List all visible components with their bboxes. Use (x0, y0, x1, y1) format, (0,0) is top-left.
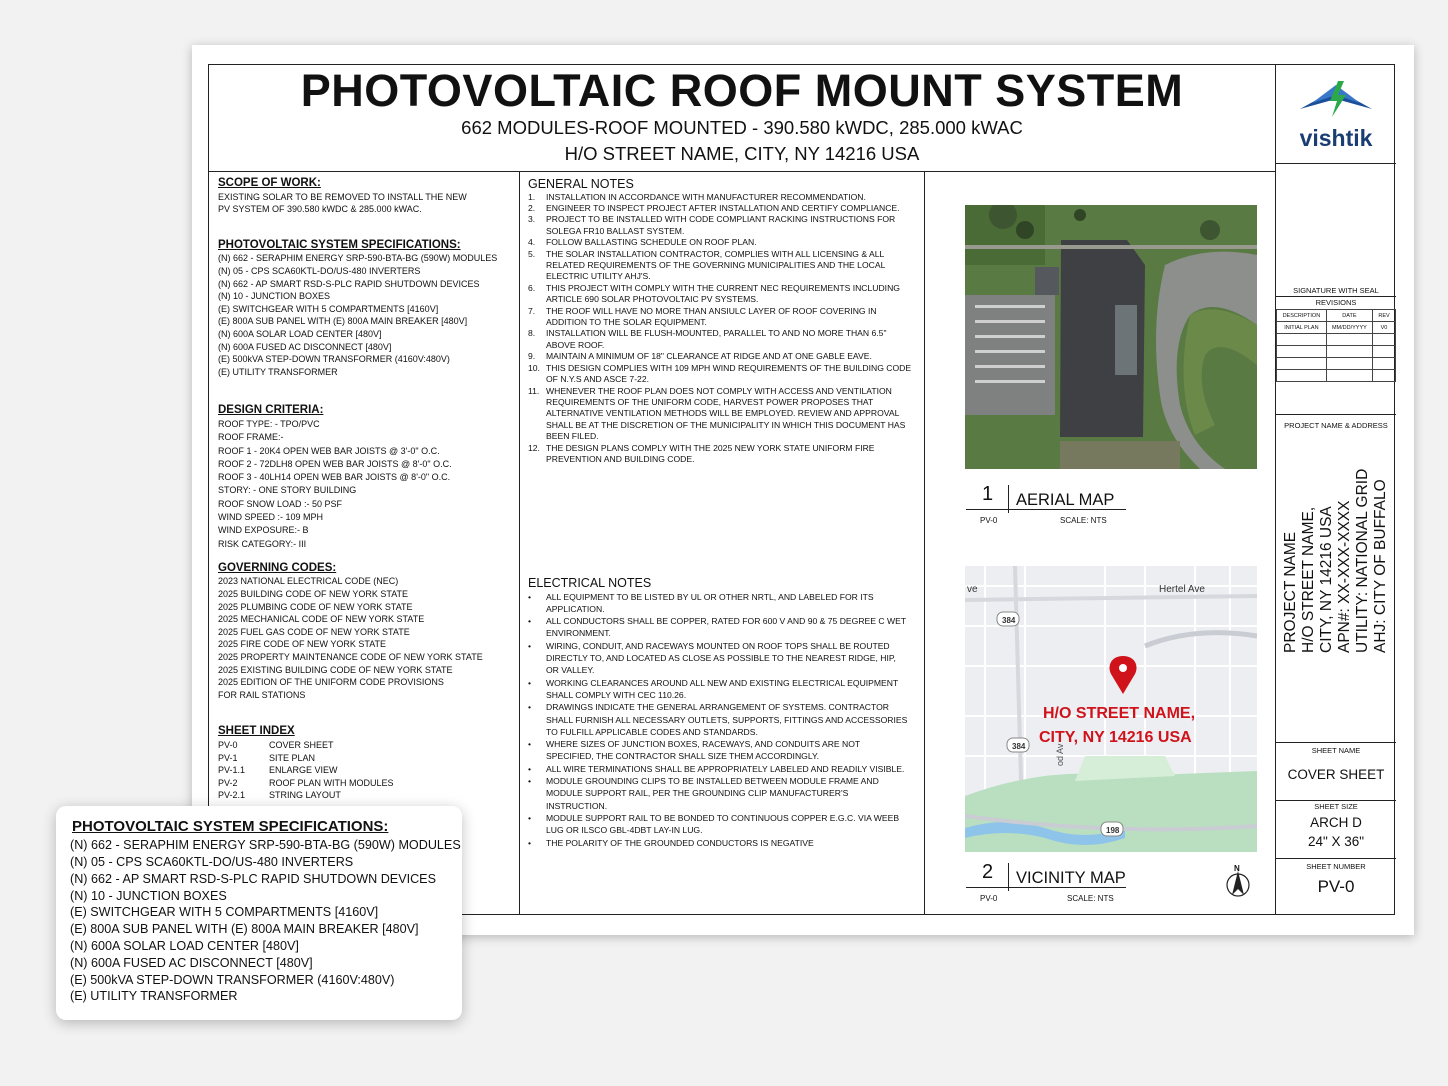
north-arrow-icon: N (1223, 865, 1253, 901)
electrical-note-line: DIRECTLY TO, AND LOCATED AS CLOSE AS POSSIBLE TO THE NEAREST RIDGE, HIP, (546, 653, 896, 664)
project-line: H/O STREET NAME, (1300, 506, 1317, 653)
pv-spec-item: (N) 662 - AP SMART RSD-S-PLC RAPID SHUTDOWN DEVICES (218, 278, 480, 289)
electrical-note-line: • WORKING CLEARANCES AROUND ALL NEW AND EXISTING ELECTRICAL EQUIPMENT (528, 677, 899, 688)
pv-spec-item: (N) 662 - SERAPHIM ENERGY SRP-590-BTA-BG (590W) MODULES (218, 253, 498, 264)
project-line: CITY, NY 14216 USA (1318, 506, 1335, 653)
rev-cell (1277, 346, 1327, 358)
callout-item: (N) 05 - CPS SCA60KTL-DO/US-480 INVERTERS (70, 855, 354, 869)
sheet-index-row: PV-0 COVER SHEET (218, 740, 334, 750)
rev-cell (1373, 358, 1396, 370)
callout-item: (E) 800A SUB PANEL WITH (E) 800A MAIN BREAKER [480V] (70, 922, 419, 936)
pv-spec-item: (E) UTILITY TRANSFORMER (218, 366, 338, 377)
electrical-note-line: • THE POLARITY OF THE GROUNDED CONDUCTORS IS NEGATIVE (528, 837, 814, 848)
rev-cell (1373, 370, 1396, 382)
sheet-index-row: PV-2 ROOF PLAN WITH MODULES (218, 777, 394, 788)
code-item: 2025 FUEL GAS CODE OF NEW YORK STATE (218, 626, 410, 637)
design-item: STORY: - ONE STORY BUILDING (218, 485, 357, 496)
general-note-line: ARTICLE 690 SOLAR PHOTOVOLTAIC PV SYSTEMS. (546, 294, 759, 305)
aerial-photo (965, 205, 1257, 469)
general-note-line: 10. THIS DESIGN COMPLIES WITH 109 MPH WIND REQUIREMENTS OF THE BUILDING CODE (528, 362, 912, 373)
code-item: 2025 FIRE CODE OF NEW YORK STATE (218, 639, 387, 650)
codes-heading: GOVERNING CODES: (218, 561, 337, 574)
rev-header: DATE (1326, 310, 1372, 322)
general-note-line: ADDITION TO THE SOLAR EQUIPMENT. (546, 317, 707, 328)
electrical-note-line: LUG OR ILSCO GBL-4DBT LAY-IN LUG. (546, 825, 703, 836)
aerial-map-title: AERIAL MAP (1016, 491, 1115, 509)
project-line: APN#: XX-XXX-XXXX (1336, 500, 1353, 653)
sheet-number: PV-0 (1317, 877, 1355, 896)
pv-spec-item: (N) 10 - JUNCTION BOXES (218, 291, 331, 302)
electrical-notes (528, 577, 920, 849)
general-note-line: ELECTRIC UTILITY AHJ'S. (546, 271, 651, 282)
rev-cell (1326, 358, 1372, 370)
signature-label: SIGNATURE WITH SEAL (1293, 286, 1379, 295)
rev-cell (1373, 334, 1396, 346)
design-item: WIND EXPOSURE:- B (218, 525, 309, 536)
aerial-map-sheet: PV-0 (980, 516, 998, 525)
title-block (209, 65, 1275, 172)
aerial-map-image (965, 205, 1257, 469)
vicinity-map-image (965, 566, 1257, 852)
code-item: 2025 MECHANICAL CODE OF NEW YORK STATE (218, 614, 425, 625)
aerial-map-number: 1 (982, 483, 994, 505)
electrical-notes-heading: ELECTRICAL NOTES (528, 576, 652, 590)
rev-cell (1326, 334, 1372, 346)
design-item: ROOF FRAME:- (218, 432, 284, 443)
caption-rule (1008, 485, 1009, 513)
code-item: 2025 EDITION OF THE UNIFORM CODE PROVISIONS (218, 677, 444, 688)
left-column (218, 177, 514, 802)
vicinity-street-map (965, 566, 1257, 852)
design-heading: DESIGN CRITERIA: (218, 404, 324, 417)
electrical-note-line: SHALL FURNISH ALL NECESSARY OUTLETS, SUPPORTS, FITTINGS AND ACCESSORIES (546, 714, 908, 725)
pv-spec-item: (E) 500kVA STEP-DOWN TRANSFORMER (4160V:480V) (218, 354, 450, 365)
project-details (1282, 469, 1390, 653)
general-note-line: 12. THE DESIGN PLANS COMPLY WITH THE 2025 NEW YORK STATE UNIFORM FIRE (528, 442, 875, 453)
electrical-note-line: INSTRUCTION. (546, 800, 608, 811)
pv-spec-item: (N) 600A SOLAR LOAD CENTER [480V] (218, 328, 382, 339)
rev-cell: INITIAL PLAN (1277, 322, 1327, 334)
rev-header: REV (1373, 310, 1396, 322)
general-note-line: 6. THIS PROJECT WITH COMPLY WITH THE CURRENT NEC REQUIREMENTS INCLUDING (528, 282, 900, 293)
vishtik-logo-icon (1276, 73, 1396, 133)
route-shield-label: 384 (1002, 616, 1016, 625)
general-note-line: 9. MAINTAIN A MINIMUM OF 18" CLEARANCE AT RIDGE AND AT ONE GABLE EAVE. (528, 351, 872, 362)
general-note-line: 7. THE ROOF WILL HAVE NO MORE THAN ANSIULC LAYER OF ROOF COVERING IN (528, 305, 877, 316)
block-divider (1276, 414, 1396, 415)
general-notes (528, 178, 920, 465)
electrical-note-line: • WHERE SIZES OF JUNCTION BOXES, RACEWAYS, AND CONDUITS ARE NOT (528, 739, 861, 750)
general-note-line: SHALL BE AT THE DISCRETION OF THE MUNICIPALITY IN WHICH THIS DOCUMENT HAS (546, 419, 906, 430)
rev-cell (1326, 346, 1372, 358)
sheet-index-heading: SHEET INDEX (218, 725, 295, 738)
route-shield-label: 198 (1106, 826, 1120, 835)
route-shield-label: 384 (1012, 742, 1026, 751)
rev-cell (1277, 334, 1327, 346)
drawing-sheet (192, 45, 1414, 935)
column-divider (519, 171, 520, 914)
general-note-line: 1. INSTALLATION IN ACCORDANCE WITH MANUFACTURER RECOMMENDATION. (528, 191, 866, 202)
pv-specs-heading: PHOTOVOLTAIC SYSTEM SPECIFICATIONS: (218, 238, 461, 251)
project-label: PROJECT NAME & ADDRESS (1284, 421, 1388, 430)
map-road-label: ve (967, 584, 978, 595)
block-divider (1276, 742, 1396, 743)
company-logo (1276, 65, 1396, 163)
sheet-index-row: PV-1 SITE PLAN (218, 752, 316, 763)
general-note-line: SOLEGA FR10 BALLAST SYSTEM. (546, 225, 685, 236)
rev-cell (1373, 346, 1396, 358)
code-item: 2025 BUILDING CODE OF NEW YORK STATE (218, 589, 409, 600)
block-divider (1276, 163, 1396, 164)
design-item: WIND SPEED :- 109 MPH (218, 511, 324, 522)
sheet-size-dimensions: 24" X 36" (1307, 834, 1365, 849)
pv-spec-item: (E) 800A SUB PANEL WITH (E) 800A MAIN BREAKER [480V] (218, 316, 468, 327)
general-note-line: RELATED REQUIREMENTS OF THE GOVERNING MUNICIPALITIES AND THE LOCAL (546, 260, 886, 271)
rev-cell (1277, 358, 1327, 370)
map-address-line: CITY, NY 14216 USA (1039, 729, 1192, 746)
map-road-label: od Av (1055, 743, 1065, 766)
sheet-index-row: PV-2.1 STRING LAYOUT (218, 790, 341, 801)
electrical-note-line: TO FULFILL APPLICABLE CODES AND STANDARDS. (546, 726, 758, 737)
project-line: PROJECT NAME (1282, 531, 1299, 653)
map-address-line: H/O STREET NAME, (1043, 705, 1196, 722)
callout-item: (N) 600A FUSED AC DISCONNECT [480V] (70, 956, 313, 970)
scope-heading: SCOPE OF WORK: (218, 177, 321, 189)
callout-item: (E) 500kVA STEP-DOWN TRANSFORMER (4160V:480V) (70, 973, 395, 987)
block-divider (1276, 800, 1396, 801)
rev-cell: V0 (1373, 322, 1396, 334)
general-note-line: ALTERNATIVE VENTILATION METHODS WILL BE EMPLOYED. REVIEW AND APPROVAL (546, 408, 900, 419)
aerial-map-caption (966, 483, 1166, 529)
general-note-line: 5. THE SOLAR INSTALLATION CONTRACTOR, COMPLIES WITH ALL LICENSING & ALL (528, 248, 885, 259)
code-item: 2023 NATIONAL ELECTRICAL CODE (NEC) (218, 576, 399, 587)
design-item: RISK CATEGORY:- III (218, 538, 307, 549)
general-note-line: ABOVE ROOF. (546, 339, 605, 350)
revisions-label: REVISIONS (1315, 298, 1357, 307)
general-note-line: 4. FOLLOW BALLASTING SCHEDULE ON ROOF PLAN. (528, 237, 757, 248)
callout-item: (N) 662 - AP SMART RSD-S-PLC RAPID SHUTDOWN DEVICES (70, 872, 436, 886)
sheet-border (208, 64, 1395, 915)
electrical-note-line: MODULE SUPPORT RAIL, PER THE GROUNDING CLIP MANUFACTURER'S (546, 788, 849, 799)
system-size-line: 662 MODULES-ROOF MOUNTED - 390.580 kWDC, 285.000 kWAC (461, 117, 1023, 138)
callout-item: (E) SWITCHGEAR WITH 5 COMPARTMENTS [4160V] (70, 905, 379, 919)
rev-cell (1326, 370, 1372, 382)
map-road-label: Hertel Ave (1159, 584, 1205, 595)
title-block-strip (1275, 65, 1396, 914)
general-note-line: PREVENTION AND BUILDING CODE. (546, 453, 695, 464)
electrical-note-line: • DRAWINGS INDICATE THE GENERAL ARRANGEMENT OF SYSTEMS. CONTRACTOR (528, 702, 889, 713)
general-note-line: 3. PROJECT TO BE INSTALLED WITH CODE COMPLIANT RACKING INSTRUCTIONS FOR (528, 214, 896, 225)
design-item: ROOF 1 - 20K4 OPEN WEB BAR JOISTS @ 3'-0" O.C. (218, 445, 440, 456)
sheet-number-label: SHEET NUMBER (1306, 862, 1366, 871)
design-item: ROOF TYPE: - TPO/PVC (218, 418, 320, 429)
pv-spec-item: (N) 05 - CPS SCA60KTL-DO/US-480 INVERTERS (218, 265, 421, 276)
callout-item: (N) 10 - JUNCTION BOXES (70, 889, 227, 903)
revisions-table (1276, 309, 1396, 382)
general-note-line: REQUIREMENTS OF THE UNIFORM CODE, HARVEST POWER PROPOSES THAT (546, 396, 874, 407)
sheet-size-label: SHEET SIZE (1314, 802, 1358, 811)
electrical-note-line: • ALL EQUIPMENT TO BE LISTED BY UL OR OTHER NRTL, AND LABELED FOR ITS (528, 591, 874, 602)
scope-line: EXISTING SOLAR TO BE REMOVED TO INSTALL THE NEW (218, 191, 467, 202)
rev-header: DESCRIPTION (1277, 310, 1327, 322)
vicinity-map-scale: SCALE: NTS (1067, 894, 1114, 903)
pv-spec-item: (E) SWITCHGEAR WITH 5 COMPARTMENTS [4160V] (218, 303, 439, 314)
code-item: FOR RAIL STATIONS (218, 689, 306, 700)
electrical-note-line: • ALL WIRE TERMINATIONS SHALL BE APPROPRIATELY LABELED AND READILY VISIBLE. (528, 763, 905, 774)
caption-rule (1008, 863, 1009, 891)
column-divider (924, 171, 925, 914)
rev-cell: MM/DD/YYYY (1326, 322, 1372, 334)
sheet-name-label: SHEET NAME (1311, 746, 1361, 755)
logo-wordmark: vishtik (1299, 125, 1373, 151)
site-address-line: H/O STREET NAME, CITY, NY 14216 USA (564, 143, 920, 164)
vicinity-map-number: 2 (982, 861, 994, 883)
electrical-note-line: • ALL CONDUCTORS SHALL BE COPPER, RATED FOR 600 V AND 90 & 75 DEGREE C WET (528, 616, 907, 627)
general-note-line: BEEN FILED. (546, 431, 599, 442)
callout-item: (E) UTILITY TRANSFORMER (70, 989, 238, 1003)
callout-item: (N) 600A SOLAR LOAD CENTER [480V] (70, 939, 299, 953)
electrical-note-line: OR VALLEY. (546, 665, 595, 676)
vicinity-map-sheet: PV-0 (980, 894, 998, 903)
sheet-name: COVER SHEET (1287, 767, 1385, 782)
pv-specs-callout (56, 806, 462, 1020)
project-line: AHJ: CITY OF BUFFALO (1372, 479, 1389, 653)
aerial-map-scale: SCALE: NTS (1060, 516, 1107, 525)
general-note-line: 11. WHENEVER THE ROOF PLAN DOES NOT COMPLY WITH ACCESS AND VENTILATION (528, 385, 892, 396)
sheet-index-row: PV-1.1 ENLARGE VIEW (218, 765, 338, 776)
block-divider (1276, 296, 1396, 297)
callout-item: (N) 662 - SERAPHIM ENERGY SRP-590-BTA-BG (590W) MODULES (70, 838, 461, 852)
general-notes-list (528, 192, 920, 466)
electrical-note-line: ENVIRONMENT. (546, 628, 611, 639)
code-item: 2025 PLUMBING CODE OF NEW YORK STATE (218, 601, 413, 612)
general-notes-heading: GENERAL NOTES (528, 177, 634, 191)
electrical-notes-list (528, 591, 920, 849)
electrical-note-line: • MODULE GROUNDING CLIPS TO BE INSTALLED BETWEEN MODULE FRAME AND (528, 776, 879, 787)
vicinity-map-title: VICINITY MAP (1016, 869, 1126, 887)
general-note-line: OF N.Y.S AND ASCE 7-22. (546, 374, 650, 385)
sheet-size: ARCH D (1310, 815, 1362, 830)
design-item: ROOF 2 - 72DLH8 OPEN WEB BAR JOISTS @ 8'-0" O.C. (218, 458, 452, 469)
electrical-note-line: SPECIFIED, THE CONTRACTOR SHALL SIZE THEM ACCORDINGLY. (546, 751, 819, 762)
callout-heading: PHOTOVOLTAIC SYSTEM SPECIFICATIONS: (72, 818, 389, 835)
scope-line: PV SYSTEM OF 390.580 kWDC & 285.000 kWAC. (218, 204, 422, 215)
design-item: ROOF SNOW LOAD :- 50 PSF (218, 498, 343, 509)
electrical-note-line: • WIRING, CONDUIT, AND RACEWAYS MOUNTED ON ROOF TOPS SHALL BE ROUTED (528, 640, 890, 651)
general-note-line: 2. ENGINEER TO INSPECT PROJECT AFTER INSTALLATION AND CERTIFY COMPLIANCE. (528, 203, 900, 213)
vicinity-map-caption (966, 861, 1166, 907)
code-item: 2025 EXISTING BUILDING CODE OF NEW YORK STATE (218, 664, 453, 675)
design-item: ROOF 3 - 40LH14 OPEN WEB BAR JOISTS @ 8'-0" O.C. (218, 472, 451, 483)
electrical-note-line: APPLICATION. (546, 603, 605, 614)
rev-cell (1277, 370, 1327, 382)
electrical-note-line: • MODULE SUPPORT RAIL TO BE BONDED TO CONTINUOUS COPPER E.G.C. VIA WEEB (528, 812, 900, 823)
sheet-main-title: PHOTOVOLTAIC ROOF MOUNT SYSTEM (300, 65, 1184, 116)
pv-spec-item: (N) 600A FUSED AC DISCONNECT [480V] (218, 341, 392, 352)
general-note-line: 8. INSTALLATION WILL BE FLUSH-MOUNTED, PARALLEL TO AND NO MORE THAN 6.5" (528, 328, 887, 339)
code-item: 2025 PROPERTY MAINTENANCE CODE OF NEW YORK STATE (218, 652, 483, 663)
electrical-note-line: SHALL COMPLY WITH CEC 110.26. (546, 689, 687, 700)
block-divider (1276, 858, 1396, 859)
project-line: UTILITY: NATIONAL GRID (1354, 468, 1371, 653)
